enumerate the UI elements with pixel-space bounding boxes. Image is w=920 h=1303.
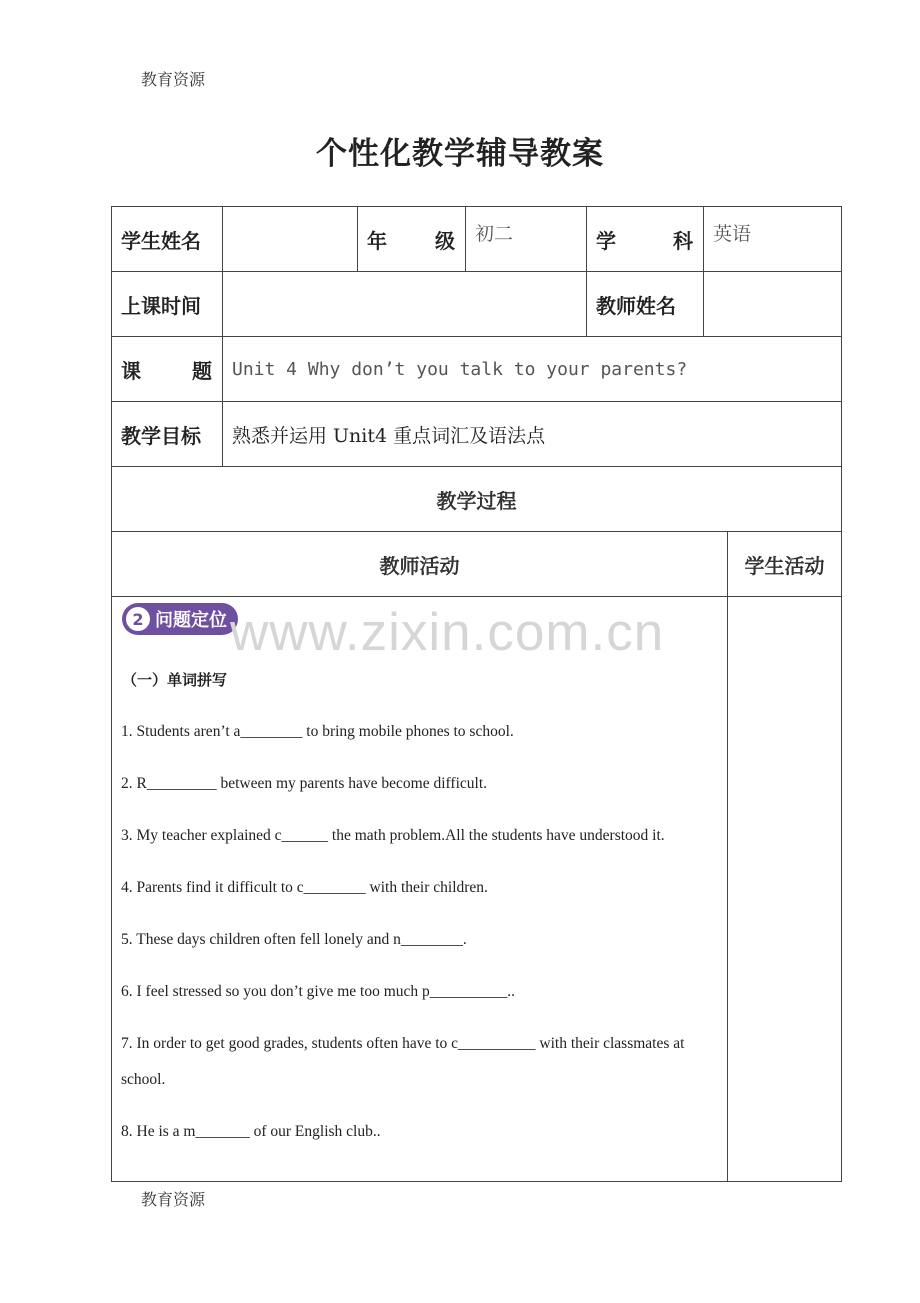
class-time-value — [222, 271, 587, 337]
teacher-activity-heading: 教师活动 — [111, 531, 728, 597]
topic-value: Unit 4 Why don’t you talk to your parents? — [222, 336, 842, 402]
question-item: 4. Parents find it difficult to c________ with their children. — [121, 879, 488, 896]
subject-label-b: 科 — [673, 228, 693, 253]
problem-locate-badge — [122, 603, 238, 635]
badge-label: 问题定位 — [155, 610, 227, 631]
student-name-label: 学生姓名 — [111, 206, 223, 272]
teacher-name-label: 教师姓名 — [586, 271, 704, 337]
lesson-plan-table — [112, 207, 843, 1182]
question-item: 3. My teacher explained c______ the math problem.All the students have understood it. — [121, 827, 665, 844]
student-name-value — [222, 206, 358, 272]
topic-label-a: 课 — [121, 358, 141, 383]
question-item: 8. He is a m_______ of our English club.. — [121, 1123, 381, 1140]
topic-label-b: 题 — [192, 358, 212, 383]
page-header: 教育资源 — [141, 70, 206, 89]
topic-label — [111, 336, 223, 402]
question-item: 7. In order to get good grades, students often have to c__________ with their classmates at school. — [121, 1035, 685, 1088]
document-title: 个性化教学辅导教案 — [316, 136, 604, 172]
goal-value: 熟悉并运用 Unit4 重点词汇及语法点 — [222, 401, 842, 467]
teacher-name-value — [703, 271, 842, 337]
process-heading: 教学过程 — [111, 466, 842, 532]
grade-label-b: 级 — [435, 228, 455, 253]
grade-label — [357, 206, 466, 272]
page-footer: 教育资源 — [141, 1190, 206, 1209]
question-item: 6. I feel stressed so you don’t give me too much p__________.. — [121, 983, 516, 1000]
class-time-label: 上课时间 — [111, 271, 223, 337]
section-title: （一）单词拼写 — [122, 671, 228, 689]
student-activity-heading: 学生活动 — [727, 531, 842, 597]
question-item: 5. These days children often fell lonely and n________. — [121, 931, 467, 948]
subject-value: 英语 — [703, 206, 842, 272]
subject-label-a: 学 — [596, 228, 616, 253]
number-icon: 2 — [126, 607, 150, 631]
question-item: 2. R_________ between my parents have become difficult. — [121, 775, 488, 792]
grade-value: 初二 — [465, 206, 587, 272]
grade-label-a: 年 — [367, 228, 387, 253]
goal-label: 教学目标 — [111, 401, 223, 467]
student-activity-content — [727, 596, 842, 1182]
watermark: www.zixin.com.cn — [230, 603, 665, 662]
question-item: 1. Students aren’t a________ to bring mobile phones to school. — [121, 723, 514, 740]
subject-label — [586, 206, 704, 272]
teacher-activity-content — [111, 596, 728, 1182]
